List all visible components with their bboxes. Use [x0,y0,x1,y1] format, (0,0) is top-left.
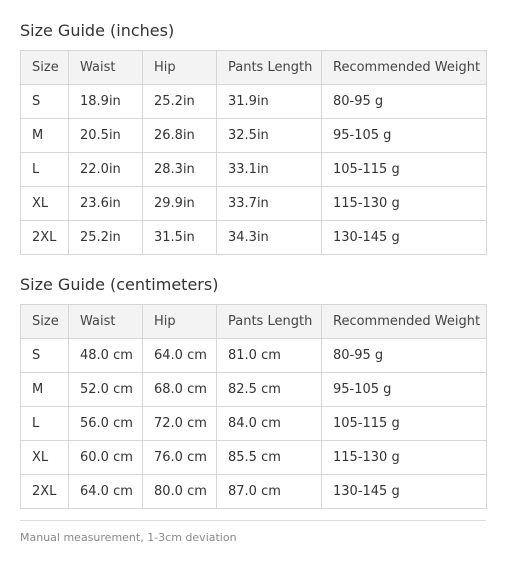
cell-waist: 64.0 cm [69,475,143,509]
cell-pants-length: 87.0 cm [217,475,322,509]
cell-hip: 31.5in [143,221,217,255]
cell-waist: 22.0in [69,153,143,187]
cell-waist: 20.5in [69,119,143,153]
table-row [21,475,487,509]
cell-pants-length: 33.7in [217,187,322,221]
cell-recommended-weight: 115-130 g [322,441,487,475]
cell-size: M [21,373,69,407]
footnote-divider [20,520,486,521]
cell-hip: 76.0 cm [143,441,217,475]
table-row [21,119,487,153]
cell-recommended-weight: 130-145 g [322,475,487,509]
cell-size: L [21,153,69,187]
cell-recommended-weight: 95-105 g [322,119,487,153]
cell-size: 2XL [21,475,69,509]
cell-hip: 80.0 cm [143,475,217,509]
cell-size: 2XL [21,221,69,255]
cell-pants-length: 84.0 cm [217,407,322,441]
header-size: Size [21,305,69,339]
cell-size: L [21,407,69,441]
cell-size: XL [21,441,69,475]
header-size: Size [21,51,69,85]
table-header-row [21,305,487,339]
cell-recommended-weight: 130-145 g [322,221,487,255]
header-recommended-weight: Recommended Weight [322,305,487,339]
cell-waist: 48.0 cm [69,339,143,373]
cell-hip: 68.0 cm [143,373,217,407]
cell-size: M [21,119,69,153]
cell-pants-length: 34.3in [217,221,322,255]
centimeters-size-table [20,304,487,509]
cell-waist: 18.9in [69,85,143,119]
cell-recommended-weight: 115-130 g [322,187,487,221]
cell-waist: 25.2in [69,221,143,255]
table-row [21,373,487,407]
cell-pants-length: 33.1in [217,153,322,187]
table-header-row [21,51,487,85]
header-hip: Hip [143,51,217,85]
cell-waist: 52.0 cm [69,373,143,407]
cell-hip: 26.8in [143,119,217,153]
table-row [21,153,487,187]
cell-pants-length: 82.5 cm [217,373,322,407]
inches-guide-title: Size Guide (inches) [20,21,175,40]
cell-recommended-weight: 105-115 g [322,153,487,187]
measurement-footnote: Manual measurement, 1-3cm deviation [20,531,237,544]
cell-hip: 64.0 cm [143,339,217,373]
cell-pants-length: 85.5 cm [217,441,322,475]
table-row [21,441,487,475]
header-recommended-weight: Recommended Weight [322,51,487,85]
cell-recommended-weight: 80-95 g [322,339,487,373]
header-pants-length: Pants Length [217,51,322,85]
cell-recommended-weight: 95-105 g [322,373,487,407]
cell-waist: 60.0 cm [69,441,143,475]
header-pants-length: Pants Length [217,305,322,339]
header-waist: Waist [69,305,143,339]
header-waist: Waist [69,51,143,85]
cell-size: XL [21,187,69,221]
cell-waist: 23.6in [69,187,143,221]
cell-recommended-weight: 80-95 g [322,85,487,119]
table-row [21,221,487,255]
cell-hip: 28.3in [143,153,217,187]
cell-size: S [21,339,69,373]
table-row [21,407,487,441]
cell-pants-length: 32.5in [217,119,322,153]
centimeters-guide-title: Size Guide (centimeters) [20,275,219,294]
cell-recommended-weight: 105-115 g [322,407,487,441]
table-row [21,85,487,119]
table-row [21,339,487,373]
cell-hip: 72.0 cm [143,407,217,441]
cell-size: S [21,85,69,119]
cell-pants-length: 31.9in [217,85,322,119]
header-hip: Hip [143,305,217,339]
cell-waist: 56.0 cm [69,407,143,441]
cell-hip: 29.9in [143,187,217,221]
inches-size-table [20,50,487,255]
cell-pants-length: 81.0 cm [217,339,322,373]
table-row [21,187,487,221]
cell-hip: 25.2in [143,85,217,119]
